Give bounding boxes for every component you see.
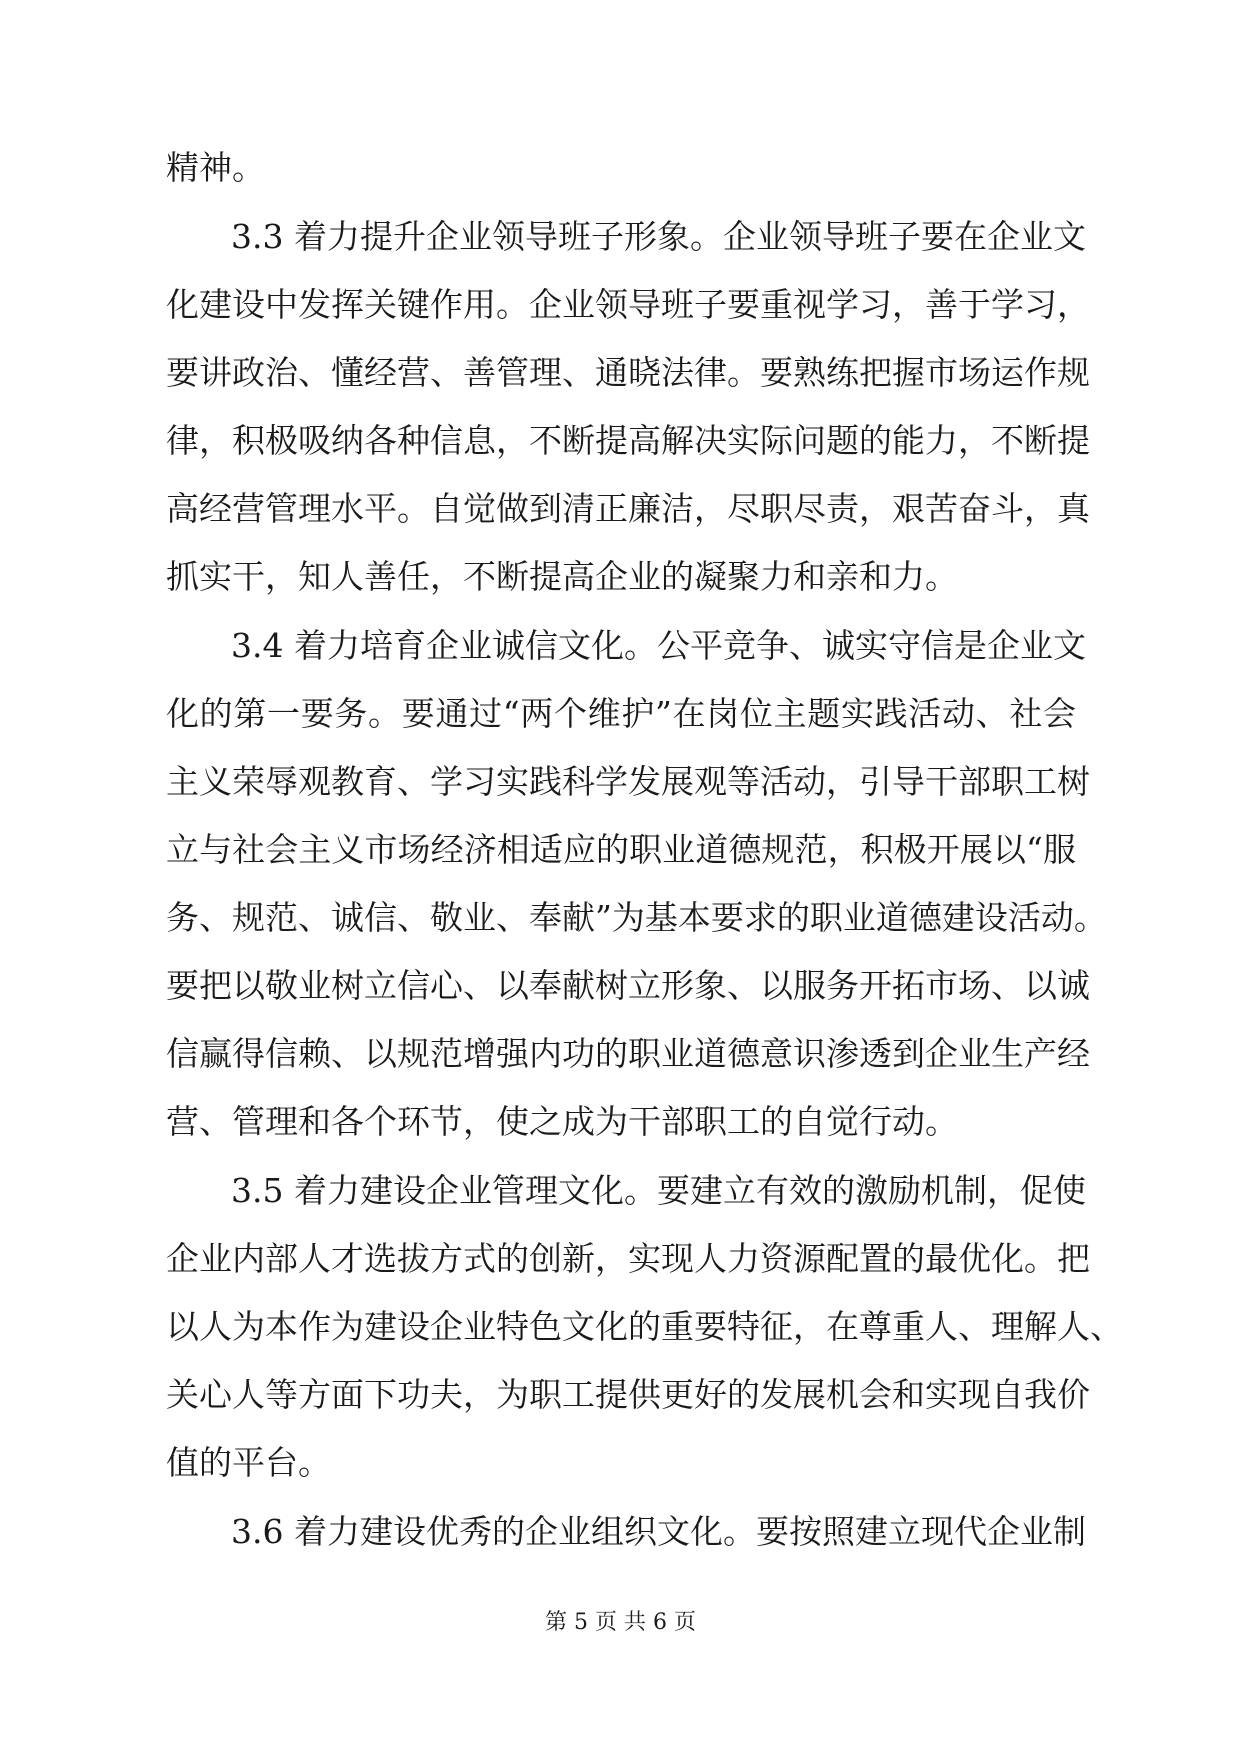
text-line: 立与社会主义市场经济相适应的职业道德规范，积极开展以“服: [166, 830, 1076, 869]
paragraph-3-4-heading-line: 3.4 着力培育企业诚信文化。公平竞争、诚实守信是企业文: [231, 626, 1086, 665]
text-line: 要把以敬业树立信心、以奉献树立形象、以服务开拓市场、以诚: [166, 966, 1090, 1005]
paragraph-3-3-heading-line: 3.3 着力提升企业领导班子形象。企业领导班子要在企业文: [231, 217, 1086, 256]
text-line: 要讲政治、懂经营、善管理、通晓法律。要熟练把握市场运作规: [166, 353, 1090, 392]
text-line: 以人为本作为建设企业特色文化的重要特征，在尊重人、理解人、: [166, 1307, 1123, 1346]
text-line: 务、规范、诚信、敬业、奉献”为基本要求的职业道德建设活动。: [166, 898, 1107, 937]
text-line: 信赢得信赖、以规范增强内功的职业道德意识渗透到企业生产经: [166, 1034, 1090, 1073]
text-line: 化的第一要务。要通过“两个维护”在岗位主题实践活动、社会: [166, 694, 1076, 733]
text-line: 精神。: [166, 148, 265, 187]
text-line: 化建设中发挥关键作用。企业领导班子要重视学习，善于学习，: [166, 285, 1090, 324]
paragraph-3-6-heading-line: 3.6 着力建设优秀的企业组织文化。要按照建立现代企业制: [231, 1512, 1086, 1551]
text-line: 营、管理和各个环节，使之成为干部职工的自觉行动。: [166, 1102, 958, 1141]
text-line: 律，积极吸纳各种信息，不断提高解决实际问题的能力，不断提: [166, 421, 1090, 460]
text-line: 关心人等方面下功夫，为职工提供更好的发展机会和实现自我价: [166, 1375, 1090, 1414]
text-line: 高经营管理水平。自觉做到清正廉洁，尽职尽责，艰苦奋斗，真: [166, 489, 1090, 528]
text-line: 值的平台。: [166, 1443, 331, 1482]
text-line: 抓实干，知人善任，不断提高企业的凝聚力和亲和力。: [166, 557, 958, 596]
text-line: 主义荣辱观教育、学习实践科学发展观等活动，引导干部职工树: [166, 762, 1090, 801]
page-number-footer: 第 5 页 共 6 页: [545, 1610, 696, 1635]
paragraph-3-5-heading-line: 3.5 着力建设企业管理文化。要建立有效的激励机制，促使: [231, 1171, 1086, 1210]
text-line: 企业内部人才选拔方式的创新，实现人力资源配置的最优化。把: [166, 1239, 1090, 1278]
